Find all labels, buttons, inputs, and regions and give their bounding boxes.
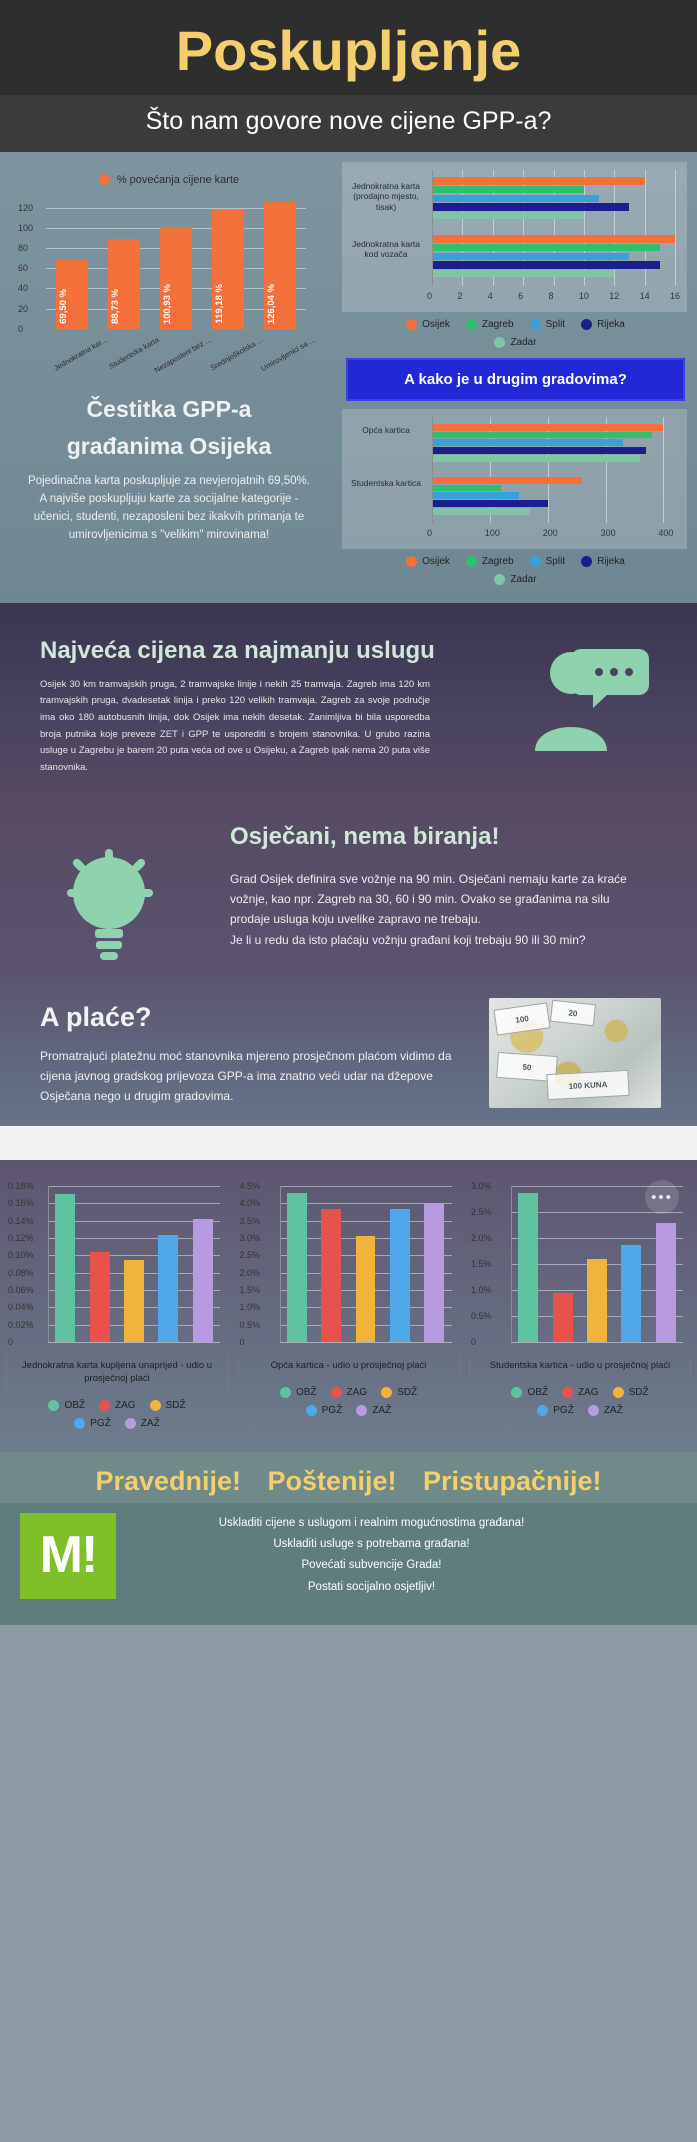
y-tick-label: 3.5% (239, 1215, 261, 1226)
legend-swatch (494, 337, 505, 348)
legend-item (494, 574, 536, 585)
legend-swatch (125, 1418, 136, 1429)
legend-item (562, 1387, 599, 1398)
bar (158, 1235, 178, 1342)
legend-label: ZAŽ (372, 1404, 392, 1416)
y-tick-label: 0.14% (8, 1215, 34, 1226)
bar (424, 1203, 444, 1342)
gridline (48, 1342, 220, 1343)
y-tick-label: 0 (239, 1337, 245, 1348)
footer-headline-2: Poštenije! (267, 1465, 397, 1496)
legend-row (469, 1387, 691, 1398)
y-axis (511, 1186, 512, 1342)
footer-demand: Postati socijalno osjetljiv! (307, 1580, 436, 1593)
legend-label: SDŽ (628, 1386, 649, 1398)
x-tick-label: 10 (578, 290, 589, 301)
x-tick-label: Umirovljenici sa ... (259, 334, 317, 374)
chart-legend (469, 1387, 691, 1416)
y-tick-label: 1.5% (239, 1285, 261, 1296)
y-tick-label: 0.12% (8, 1233, 34, 1244)
legend-label: PGŽ (553, 1404, 574, 1416)
category-label: Studentska kartica (351, 478, 421, 489)
y-tick-label: 0.04% (8, 1302, 34, 1313)
legend-item (99, 1400, 136, 1411)
lightbulb-icon (55, 841, 163, 978)
legend-swatch (530, 319, 541, 330)
legend-label: SDŽ (397, 1386, 418, 1398)
x-tick-label: 14 (639, 290, 650, 301)
legend-item (150, 1400, 186, 1411)
bar (390, 1209, 410, 1342)
bar (432, 485, 501, 492)
bar (432, 235, 675, 243)
y-tick-label: 1.0% (239, 1302, 261, 1313)
bar (90, 1252, 110, 1342)
legend-item (530, 556, 565, 567)
x-tick-label: 400 (658, 527, 674, 538)
bar-value-label: 119,18 % (213, 284, 225, 324)
legend-label: PGŽ (321, 1404, 343, 1416)
legend-item (613, 1387, 649, 1398)
legend-swatch (581, 319, 592, 330)
bar-value-label: 100,93 % (161, 283, 173, 324)
legend-label: OBŽ (64, 1399, 85, 1411)
gridline (48, 1186, 220, 1187)
y-tick-label: 120 (18, 202, 34, 213)
legend-label: Split (545, 318, 566, 330)
section3-title: Osječani, nema biranja! (230, 822, 500, 850)
bar (124, 1260, 144, 1342)
legend-swatch (406, 556, 417, 567)
congrats-title-line1: Čestitka GPP-a (86, 395, 252, 422)
legend-item (381, 1387, 417, 1398)
y-tick-label: 1.0% (471, 1285, 492, 1296)
y-tick-label: 0.5% (471, 1311, 492, 1322)
chart-legend (238, 1387, 460, 1416)
bar (432, 253, 629, 261)
legend-item (494, 337, 536, 348)
gridline (511, 1342, 683, 1343)
bar (432, 186, 584, 194)
legend-item (511, 1387, 548, 1398)
legend-label: OBŽ (295, 1386, 317, 1398)
white-divider (0, 1126, 697, 1160)
x-tick-label: 0 (427, 290, 433, 301)
money-note-2: 20 (550, 1000, 596, 1026)
chart-studentska-kartica-udio-u-placi (469, 1180, 691, 1436)
y-tick-label: 20 (18, 303, 29, 314)
bar (518, 1193, 538, 1342)
bar (432, 195, 599, 203)
section-no-choice (0, 801, 697, 977)
y-axis (432, 417, 433, 523)
legend-item (280, 1387, 317, 1398)
x-tick-label: 2 (457, 290, 463, 301)
header-subtitle-band (0, 95, 697, 152)
section3-body: Grad Osijek definira sve vožnje na 90 min. Osječani nemaju karte za kraće vožnje, kao npr. Zagreb na 30, 60 i 90 min. Ovako se građanima na silu prodaje usluga koju uvelike zapravo ne trebaju. Je li u redu da isto plaćaju vožnju građani koji trebaju 90 ili 30 min? (230, 871, 627, 947)
bar (432, 439, 623, 446)
x-tick-label: Jednokratna kar... (52, 334, 109, 373)
legend-swatch (537, 1405, 548, 1416)
legend-row (6, 1400, 228, 1411)
x-tick-label: 200 (542, 527, 558, 538)
chart2-legend-row-1 (342, 319, 689, 330)
legend-swatch-orange (99, 174, 110, 185)
category-label: Opća kartica (362, 425, 410, 436)
chart-caption: Opća kartica - udio u prosječnoj plaći (238, 1356, 460, 1377)
footer-headline-3: Pristupačnije! (422, 1465, 602, 1496)
legend-label: Rijeka (597, 318, 625, 330)
money-note-1: 100 (493, 1002, 550, 1035)
bar (287, 1193, 307, 1342)
section2-body: Osijek 30 km tramvajskih pruga, 2 tramvajske linije i nekih 25 tramvaja. Zagreb ima 120 km tramvajskih pruga, dvadesetak linija i preko 120 velikih tramvaja. Zagreb za svoje područje ima oko 180 autobusnih linija, dok Osijek ima nekih desetak. Zanimljiva bi bila usporedba broja putnika koje preveze ZET i GPP te usporediti s brojem stanovnika. U grubo razina usluge u Zagrebu je barem 20 puta veća od ove u Osijeku, a Zagreb ipak nema 20 puta više stanovnika. (40, 678, 430, 773)
section-salaries (0, 976, 697, 1126)
y-tick-label: 2.0% (239, 1267, 261, 1278)
section-price-increase (0, 152, 697, 603)
category-label: Jednokratna karta kod vozača (351, 238, 421, 260)
gridline (280, 1342, 452, 1343)
y-tick-label: 0.5% (239, 1319, 261, 1330)
bar (587, 1259, 607, 1342)
footer-demand: Uskladiti cijene s uslugom i realnim mogućnostima građana! (218, 1516, 525, 1529)
legend-label: Split (545, 555, 566, 567)
y-tick-label: 80 (18, 243, 29, 254)
y-tick-label: 0 (18, 323, 24, 334)
x-tick-label: 8 (548, 290, 554, 301)
legend-label: PGŽ (90, 1417, 111, 1429)
y-axis (48, 1186, 49, 1342)
support-avatar-icon (519, 639, 651, 762)
bar (432, 477, 582, 484)
y-tick-label: 0.02% (8, 1319, 34, 1330)
section4-body: Promatrajući platežnu moć stanovnika mjereno prosječnom plaćom vidimo da cijena javnog gradskog prijevoza GPP-a ima znatno veći udar na džepove Osječana nego u drugim gradovima. (40, 1049, 452, 1103)
legend-swatch (511, 1387, 522, 1398)
y-tick-label: 0.08% (8, 1267, 34, 1278)
chart-monthly-cards-cities (342, 409, 687, 549)
x-tick-label: 16 (670, 290, 681, 301)
bar (321, 1209, 341, 1342)
y-tick-label: 3.0% (471, 1181, 492, 1192)
legend-item (125, 1418, 160, 1429)
section-share-of-salary (0, 1160, 697, 1452)
bar (432, 508, 530, 515)
y-tick-label: 2.5% (239, 1250, 261, 1261)
chart3-legend-row-1 (342, 556, 689, 567)
legend-item (581, 319, 625, 330)
gridline (280, 1186, 452, 1187)
x-tick-label: 0 (427, 527, 433, 538)
legend-label: ZAG (115, 1399, 136, 1411)
chart-jednokratna-udio-u-placi (6, 1180, 228, 1436)
footer-demand: Povećati subvencije Grada! (301, 1559, 442, 1572)
legend-label: ZAŽ (603, 1404, 623, 1416)
category-label: Jednokratna karta (prodajno mjesto, tisak) (351, 180, 421, 213)
gridline (511, 1186, 683, 1187)
legend-item (356, 1405, 391, 1416)
y-tick-label: 1.5% (471, 1259, 492, 1270)
banner-other-cities: A kako je u drugim gradovima? (346, 358, 685, 401)
legend-item (530, 319, 565, 330)
legend-swatch (356, 1405, 367, 1416)
bar (432, 455, 640, 462)
legend-row (469, 1405, 691, 1416)
chart2-legend-row-2 (342, 337, 689, 348)
chart-legend (6, 1400, 228, 1429)
charts-row (0, 1180, 697, 1436)
legend-item (588, 1405, 623, 1416)
bar (432, 177, 645, 185)
page-subtitle: Što nam govore nove cijene GPP-a? (145, 106, 552, 135)
y-tick-label: 0.16% (8, 1198, 34, 1209)
x-axis (46, 329, 306, 330)
chart-caption: Jednokratna karta kupljena unaprijed - udio u prosječnoj plaći (6, 1356, 228, 1390)
bar-value-label: 69,50 % (57, 288, 69, 324)
bar (432, 244, 660, 252)
bar (432, 447, 646, 454)
legend-label-increase: % povećanja cijene karte (116, 173, 240, 186)
bar (432, 270, 614, 278)
legend-item (74, 1418, 111, 1429)
bar (432, 424, 663, 431)
legend-item (331, 1387, 368, 1398)
y-tick-label: 40 (18, 283, 29, 294)
chart-opca-kartica-udio-u-placi (238, 1180, 460, 1436)
x-tick-label: Srednjoškolska ... (208, 334, 265, 373)
legend-item (406, 319, 450, 330)
legend-swatch (280, 1387, 291, 1398)
legend-swatch (331, 1387, 342, 1398)
gridline (663, 417, 664, 523)
bar-value-label: 88,73 % (109, 288, 121, 324)
bar (193, 1219, 213, 1342)
footer-headline-band (0, 1452, 697, 1503)
x-tick-label: 100 (484, 527, 500, 538)
bar (432, 212, 584, 220)
gridline (675, 170, 676, 286)
x-tick-label: 300 (600, 527, 616, 538)
legend-swatch (99, 1400, 110, 1411)
legend-swatch (406, 319, 417, 330)
legend-swatch (613, 1387, 624, 1398)
chart3-legend-row-2 (342, 574, 689, 585)
legend-swatch (562, 1387, 573, 1398)
section-biggest-price (0, 603, 697, 801)
legend-item (537, 1405, 574, 1416)
legend-swatch (466, 556, 477, 567)
bar (432, 492, 519, 499)
bar (621, 1245, 641, 1343)
bar (553, 1293, 573, 1342)
legend-swatch (494, 574, 505, 585)
bar-value-label: 126,04 % (265, 283, 277, 324)
legend-label: Osijek (422, 555, 450, 567)
y-tick-label: 2.5% (471, 1207, 492, 1218)
legend-swatch (48, 1400, 59, 1411)
y-tick-label: 100 (18, 223, 34, 234)
x-tick-label: 6 (518, 290, 524, 301)
legend-item (581, 556, 625, 567)
congrats-body: Pojedinačna karta poskupljuje za nevjerojatnih 69,50%. A najviše poskupljuju karte za socijalne kategorije - učenici, studenti, nezaposleni bez ikakvih primanja te umirovljenicima s "velikim" mirovinama! (28, 475, 310, 541)
chart1-legend (6, 174, 332, 186)
legend-item (306, 1405, 343, 1416)
x-tick-label: Studentska karta (107, 334, 161, 371)
page-title: Poskupljenje (175, 19, 522, 82)
bar (356, 1236, 376, 1342)
y-tick-label: 0.18% (8, 1181, 34, 1192)
legend-label: Osijek (422, 318, 450, 330)
chart-single-tickets-cities (342, 162, 687, 312)
y-tick-label: 3.0% (239, 1233, 261, 1244)
legend-label: ZAG (578, 1386, 599, 1398)
footer-demand: Uskladiti usluge s potrebama građana! (273, 1538, 470, 1550)
logo: M! (20, 1513, 116, 1599)
y-axis (432, 170, 433, 286)
legend-swatch (588, 1405, 599, 1416)
y-tick-label: 4.5% (239, 1181, 261, 1192)
legend-swatch (530, 556, 541, 567)
legend-row (238, 1405, 460, 1416)
legend-label: OBŽ (527, 1386, 548, 1398)
bar (432, 500, 548, 507)
header (0, 0, 697, 95)
footer-demands-list (116, 1513, 697, 1599)
legend-label: SDŽ (165, 1399, 186, 1411)
section2-title: Najveća cijena za najmanju uslugu (40, 636, 435, 664)
y-tick-label: 0 (8, 1337, 14, 1348)
bar (432, 261, 660, 269)
x-tick-label: 12 (609, 290, 620, 301)
legend-item (466, 556, 514, 567)
legend-label: Zadar (510, 336, 537, 348)
bar (55, 1194, 75, 1342)
y-tick-label: 4.0% (239, 1198, 261, 1209)
y-tick-label: 0.06% (8, 1285, 34, 1296)
bar (432, 432, 652, 439)
right-column (338, 152, 697, 603)
money-photo (489, 998, 661, 1108)
y-tick-label: 0.10% (8, 1250, 34, 1261)
more-options-icon[interactable]: ••• (645, 1180, 679, 1214)
bar (656, 1223, 676, 1342)
legend-swatch (381, 1387, 392, 1398)
legend-swatch (306, 1405, 317, 1416)
legend-swatch (74, 1418, 85, 1429)
y-tick-label: 2.0% (471, 1233, 492, 1244)
x-tick-label: 4 (487, 290, 493, 301)
congrats-title-line2: građanima Osijeka (66, 433, 272, 460)
legend-label: ZAŽ (140, 1417, 160, 1429)
legend-label: Zadar (510, 573, 537, 585)
legend-label: Zagreb (481, 555, 514, 567)
legend-label: Rijeka (597, 555, 625, 567)
legend-row (6, 1418, 228, 1429)
legend-swatch (466, 319, 477, 330)
chart-caption: Studentska kartica - udio u prosječnoj plaći (469, 1356, 691, 1377)
left-column (0, 152, 338, 603)
legend-row (238, 1387, 460, 1398)
legend-swatch (581, 556, 592, 567)
chart-increase-by-ticket-type (12, 192, 317, 377)
section4-title: A plaće? (40, 1002, 152, 1033)
y-axis (280, 1186, 281, 1342)
bar (432, 203, 629, 211)
x-tick-label: Nezaposleni bez ... (152, 334, 213, 375)
footer-main (0, 1503, 697, 1625)
y-tick-label: 0 (471, 1337, 477, 1348)
legend-label: ZAG (346, 1386, 368, 1398)
legend-label: Zagreb (481, 318, 514, 330)
legend-item (48, 1400, 85, 1411)
legend-item (466, 319, 514, 330)
footer-headline-1: Pravednije! (95, 1465, 242, 1496)
y-tick-label: 60 (18, 263, 29, 274)
legend-item (406, 556, 450, 567)
legend-swatch (150, 1400, 161, 1411)
money-note-4: 100 KUNA (546, 1070, 629, 1100)
money-note-3: 50 (496, 1052, 558, 1082)
